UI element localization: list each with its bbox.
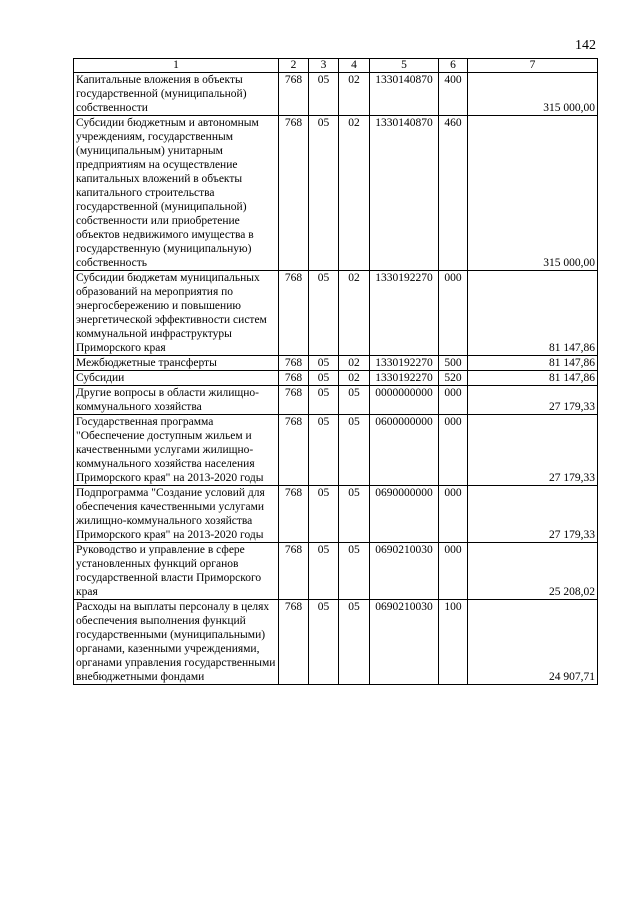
expense-type-code: 460 [439,116,468,271]
amount: 81 147,86 [468,356,598,371]
ministry-code: 768 [279,486,309,543]
amount: 27 179,33 [468,486,598,543]
subsection-code: 02 [339,356,370,371]
table-row [74,371,598,386]
section-code: 05 [309,600,339,685]
ministry-code: 768 [279,73,309,116]
ministry-code: 768 [279,271,309,356]
subsection-code: 05 [339,600,370,685]
subsection-code: 02 [339,73,370,116]
ministry-code: 768 [279,600,309,685]
expense-type-code: 100 [439,600,468,685]
table-row [74,356,598,371]
amount: 81 147,86 [468,371,598,386]
row-name: Руководство и управление в сфере установленных функций органов государственной власти Приморского края [74,543,279,600]
row-name: Другие вопросы в области жилищно-коммунального хозяйства [74,386,279,415]
section-code: 05 [309,271,339,356]
ministry-code: 768 [279,356,309,371]
column-header: 1 [74,59,279,73]
expense-type-code: 520 [439,371,468,386]
section-code: 05 [309,415,339,486]
target-code: 0690210030 [370,600,439,685]
table-row [74,486,598,543]
expense-type-code: 000 [439,415,468,486]
expense-type-code: 000 [439,543,468,600]
target-code: 1330140870 [370,116,439,271]
amount: 315 000,00 [468,73,598,116]
subsection-code: 05 [339,543,370,600]
ministry-code: 768 [279,415,309,486]
target-code: 1330140870 [370,73,439,116]
amount: 24 907,71 [468,600,598,685]
table-row [74,543,598,600]
expense-type-code: 500 [439,356,468,371]
section-code: 05 [309,543,339,600]
subsection-code: 02 [339,116,370,271]
section-code: 05 [309,386,339,415]
subsection-code: 02 [339,371,370,386]
subsection-code: 02 [339,271,370,356]
section-code: 05 [309,356,339,371]
table-row [74,116,598,271]
row-name: Государственная программа "Обеспечение доступным жильем и качественными услугами жилищно-коммунального хозяйства населения Приморского края" на 2013-2020 годы [74,415,279,486]
subsection-code: 05 [339,486,370,543]
column-header: 2 [279,59,309,73]
amount: 27 179,33 [468,415,598,486]
row-name: Межбюджетные трансферты [74,356,279,371]
row-name: Капитальные вложения в объекты государственной (муниципальной) собственности [74,73,279,116]
amount: 25 208,02 [468,543,598,600]
budget-table [73,58,598,685]
target-code: 0690210030 [370,543,439,600]
table-row [74,386,598,415]
amount: 81 147,86 [468,271,598,356]
table-row [74,271,598,356]
expense-type-code: 000 [439,486,468,543]
section-code: 05 [309,371,339,386]
expense-type-code: 000 [439,386,468,415]
row-name: Подпрограмма "Создание условий для обеспечения качественными услугами жилищно-коммунального хозяйства Приморского края" на 2013-2020 годы [74,486,279,543]
row-name: Субсидии бюджетам муниципальных образований на мероприятия по энергосбережению и повышению энергетической эффективности систем коммунальной инфраструктуры Приморского края [74,271,279,356]
target-code: 1330192270 [370,356,439,371]
row-name: Субсидии [74,371,279,386]
column-header: 6 [439,59,468,73]
section-code: 05 [309,486,339,543]
table-row [74,73,598,116]
section-code: 05 [309,116,339,271]
section-code: 05 [309,73,339,116]
amount: 27 179,33 [468,386,598,415]
table-row [74,600,598,685]
column-header: 3 [309,59,339,73]
target-code: 1330192270 [370,271,439,356]
ministry-code: 768 [279,386,309,415]
page-number: 142 [575,38,596,53]
ministry-code: 768 [279,371,309,386]
table-row [74,415,598,486]
expense-type-code: 400 [439,73,468,116]
row-name: Субсидии бюджетным и автономным учреждениям, государственным (муниципальным) унитарным предприятиям на осуществление капитальных вложений в объекты капитального строительства государственной (муниципальной) собственности или приобретение объектов недвижимого имущества в государственную (муниципальную) собственность [74,116,279,271]
ministry-code: 768 [279,116,309,271]
subsection-code: 05 [339,386,370,415]
column-header: 4 [339,59,370,73]
column-header: 7 [468,59,598,73]
target-code: 0600000000 [370,415,439,486]
target-code: 0690000000 [370,486,439,543]
ministry-code: 768 [279,543,309,600]
amount: 315 000,00 [468,116,598,271]
expense-type-code: 000 [439,271,468,356]
target-code: 0000000000 [370,386,439,415]
table-header-row [74,59,598,73]
row-name: Расходы на выплаты персоналу в целях обеспечения выполнения функций государственными (муниципальными) органами, казенными учреждениями, органами управления государственными внебюджетными фондами [74,600,279,685]
subsection-code: 05 [339,415,370,486]
target-code: 1330192270 [370,371,439,386]
column-header: 5 [370,59,439,73]
